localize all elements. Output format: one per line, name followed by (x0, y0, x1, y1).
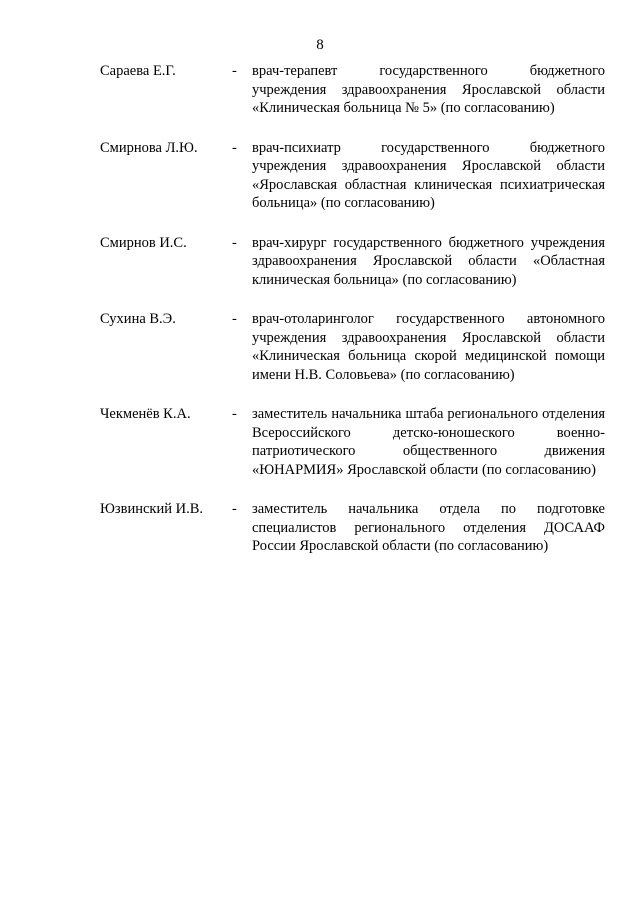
dash-separator: - (232, 406, 237, 422)
member-position: врач-терапевт государственного бюджетного учреждения здравоохранения Ярославской области «Клиническая больница № 5» (по согласованию) (252, 63, 605, 116)
member-position: врач-психиатр государственного бюджетного учреждения здравоохранения Ярославской области «Ярославская областная клиническая психиатрическая больница» (по согласованию) (252, 139, 605, 211)
member-position: заместитель начальника отдела по подготовке специалистов регионального отделения ДОСААФ России Ярославской области (по согласованию) (252, 501, 605, 554)
dash-separator: - (232, 311, 237, 327)
member-name: Чекменёв К.А. (100, 406, 191, 422)
member-position: врач-отоларинголог государственного автономного учреждения здравоохранения Ярославской области «Клиническая больница скорой медицинской помощи имени Н.В. Соловьева» (по согласованию) (252, 311, 605, 383)
member-name: Смирнова Л.Ю. (100, 139, 198, 156)
page-number: 8 (316, 37, 324, 53)
list-item (100, 405, 605, 479)
dash-separator: - (232, 139, 237, 156)
member-position: врач-хирург государственного бюджетного учреждения здравоохранения Ярославской области «Областная клиническая больница» (по согласованию) (252, 234, 605, 288)
list-item (100, 234, 605, 290)
dash-separator: - (232, 63, 237, 79)
member-name: Сухина В.Э. (100, 311, 176, 327)
member-name: Юзвинский И.В. (100, 501, 204, 517)
dash-separator: - (232, 234, 237, 251)
member-name: Смирнов И.С. (100, 234, 187, 251)
list-item (100, 310, 605, 384)
dash-separator: - (232, 501, 237, 517)
member-position: заместитель начальника штаба регионального отделения Всероссийского детско-юношеского военно-патриотического общественного движения «ЮНАРМИЯ» Ярославской области (по согласованию) (252, 406, 605, 478)
list-item (100, 500, 605, 556)
member-name: Сараева Е.Г. (100, 63, 176, 79)
list-item (100, 62, 605, 118)
member-list (100, 62, 605, 577)
list-item (100, 139, 605, 213)
